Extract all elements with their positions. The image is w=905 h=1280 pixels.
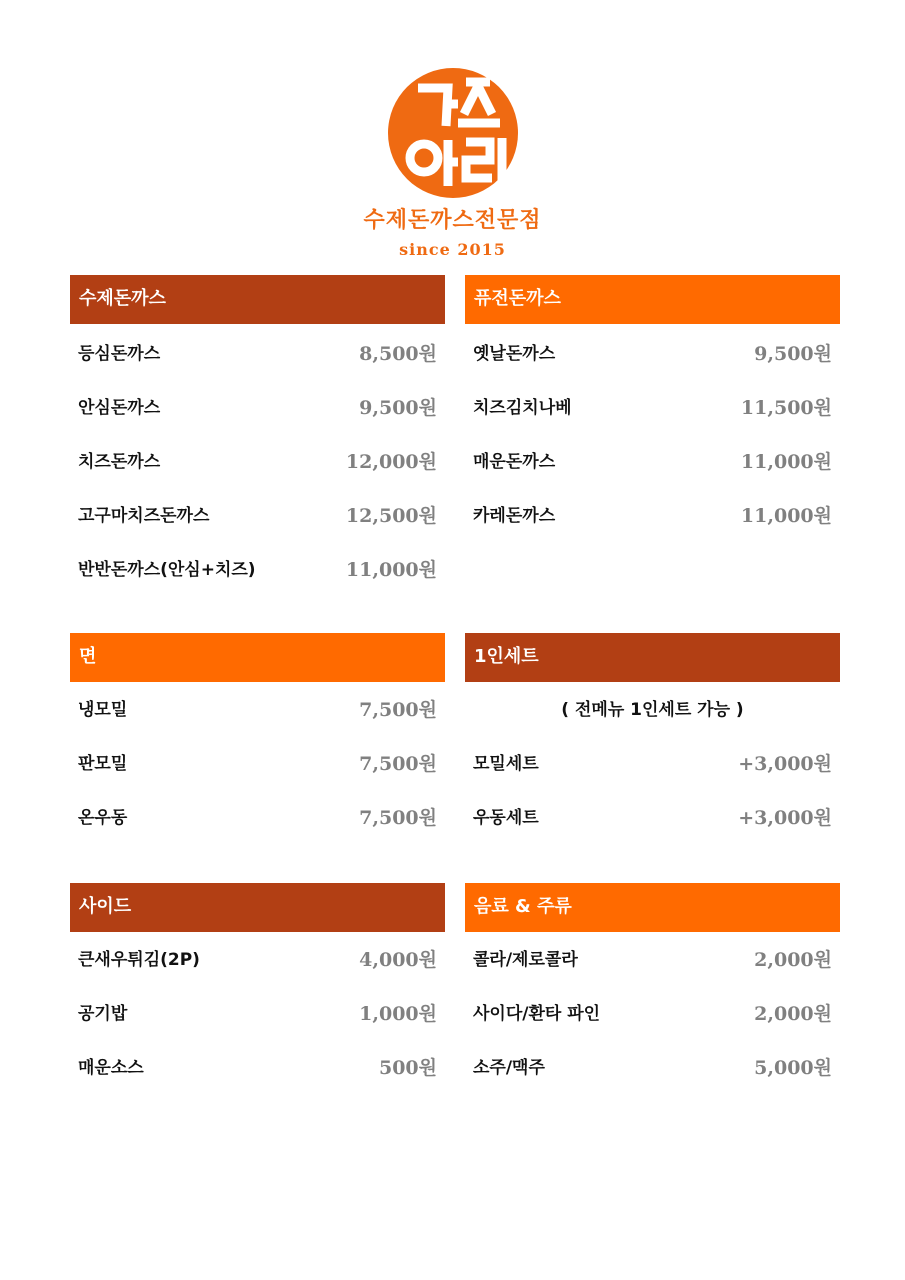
item-price: 7,500원 (359, 753, 437, 775)
item-price: 8,500원 (359, 343, 437, 365)
item-price: 11,000원 (740, 505, 832, 527)
item-price: 12,000원 (345, 451, 437, 473)
item-price: 9,500원 (754, 343, 832, 365)
item-name: 고구마치즈돈까스 (78, 506, 210, 526)
menu-item (70, 683, 445, 737)
section-noodles (70, 633, 445, 845)
item-name: 등심돈까스 (78, 344, 161, 364)
menu-item (465, 1041, 840, 1095)
brand-since: since 2015 (399, 240, 506, 259)
item-name: 콜라/제로콜라 (473, 950, 578, 970)
item-name: 사이다/환타 파인 (473, 1004, 601, 1024)
item-price: +3,000원 (738, 753, 832, 775)
menu-item (465, 327, 840, 381)
item-price: +3,000원 (738, 807, 832, 829)
section-header: 수제돈까스 (70, 275, 445, 324)
menu-item (70, 381, 445, 435)
section-handmade-donkatsu (70, 275, 445, 597)
item-name: 반반돈까스(안심+치즈) (78, 560, 256, 580)
section-header: 퓨전돈까스 (465, 275, 840, 324)
item-price: 4,000원 (359, 949, 437, 971)
item-name: 우동세트 (473, 808, 539, 828)
section-drinks (465, 883, 840, 1095)
menu-item (70, 1041, 445, 1095)
menu-item (70, 933, 445, 987)
item-price: 7,500원 (359, 807, 437, 829)
item-name: 치즈김치나베 (473, 398, 572, 418)
item-name: 판모밀 (78, 754, 128, 774)
item-name: 매운돈까스 (473, 452, 556, 472)
item-price: 2,000원 (754, 1003, 832, 1025)
menu-item (70, 489, 445, 543)
item-name: 치즈돈까스 (78, 452, 161, 472)
item-name: 옛날돈까스 (473, 344, 556, 364)
section-header: 1인세트 (465, 633, 840, 682)
item-name: 안심돈까스 (78, 398, 161, 418)
item-price: 9,500원 (359, 397, 437, 419)
item-name: 큰새우튀김(2P) (78, 950, 200, 970)
menu-item (465, 435, 840, 489)
item-price: 2,000원 (754, 949, 832, 971)
menu-item (70, 987, 445, 1041)
menu-item (70, 435, 445, 489)
section-side (70, 883, 445, 1095)
menu-item (465, 737, 840, 791)
menu-item (70, 327, 445, 381)
item-name: 모밀세트 (473, 754, 539, 774)
item-name: 소주/맥주 (473, 1058, 545, 1078)
item-price: 7,500원 (359, 699, 437, 721)
menu-item (465, 987, 840, 1041)
set-note: ( 전메뉴 1인세트 가능 ) (561, 700, 744, 720)
menu-item (465, 791, 840, 845)
section-header: 사이드 (70, 883, 445, 932)
menu-item (465, 381, 840, 435)
item-price: 5,000원 (754, 1057, 832, 1079)
item-name: 공기밥 (78, 1004, 128, 1024)
item-price: 11,000원 (345, 559, 437, 581)
item-price: 11,000원 (740, 451, 832, 473)
item-price: 500원 (378, 1057, 437, 1079)
menu-item (465, 489, 840, 543)
item-name: 온우동 (78, 808, 128, 828)
menu-item (70, 791, 445, 845)
item-name: 냉모밀 (78, 700, 128, 720)
item-price: 11,500원 (740, 397, 832, 419)
item-name: 매운소스 (78, 1058, 144, 1078)
section-single-set (465, 633, 840, 845)
brand-logo (388, 68, 518, 198)
brand-tagline: 수제돈까스전문점 (363, 208, 542, 233)
item-name: 카레돈까스 (473, 506, 556, 526)
menu-item (465, 933, 840, 987)
menu-item (70, 543, 445, 597)
item-price: 1,000원 (359, 1003, 437, 1025)
item-price: 12,500원 (345, 505, 437, 527)
section-fusion-donkatsu (465, 275, 840, 543)
menu-item (70, 737, 445, 791)
section-header: 면 (70, 633, 445, 682)
section-header: 음료 & 주류 (465, 883, 840, 932)
